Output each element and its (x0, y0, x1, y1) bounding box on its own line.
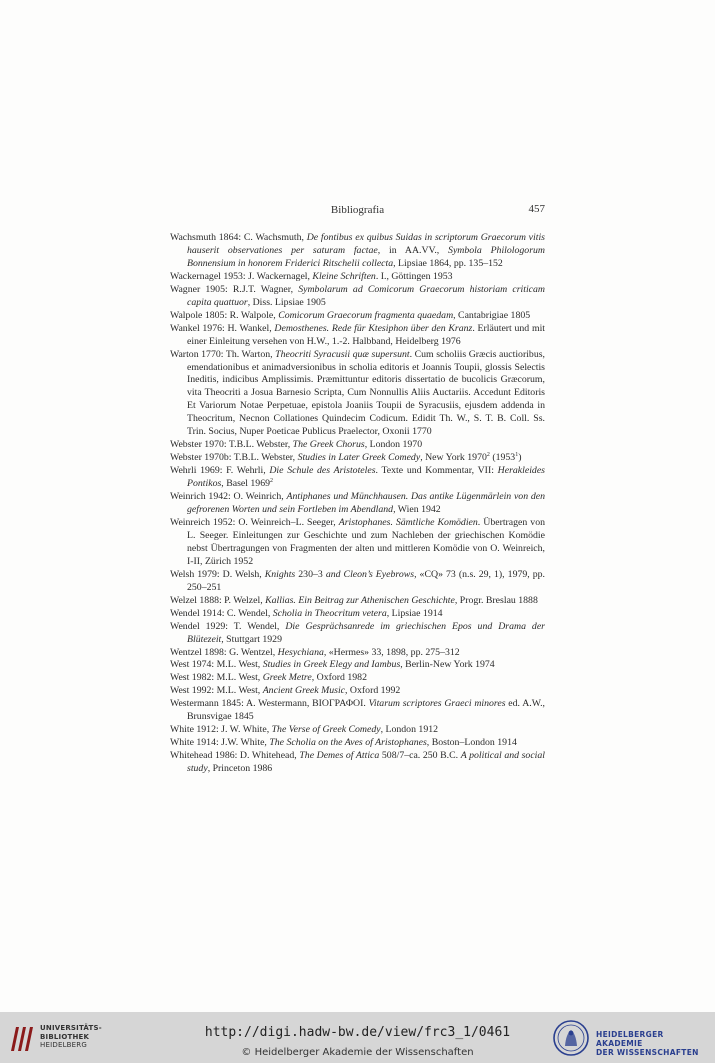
entry-title: Knights (264, 568, 296, 580)
bibliography-entry (170, 452, 545, 465)
bibliography-entry (170, 595, 545, 608)
entry-key: Webster 1970b: (170, 452, 232, 464)
academy-logo-text: HEIDELBERGER AKADEMIE DER WISSENSCHAFTEN (596, 1030, 699, 1057)
entry-text: P. Welzel, (221, 594, 266, 606)
entry-text: . I., Göttingen 1953 (375, 270, 453, 282)
entry-text: , Basel 1969 (221, 478, 271, 490)
page-number: 457 (528, 203, 545, 215)
entry-text: , Cantabrigiae 1805 (453, 309, 531, 321)
bibliography-entry (170, 737, 545, 750)
bibliography-list (170, 232, 545, 776)
academy-logo[interactable] (552, 1019, 712, 1057)
entry-title: Kallias. Ein Beitrag zur Athenischen Geschichte (265, 594, 455, 606)
copyright-notice: © Heidelberger Akademie der Wissenschaften (241, 1047, 474, 1058)
entry-text: A. Westermann, ΒΙΟΓΡΑΦΟΙ. (243, 698, 369, 710)
entry-title: Demosthenes. Rede für Ktesiphon über den Kranz (274, 322, 473, 334)
entry-title: Symbola Philologorum Bonnensium in honorem Friderici Ritschelii collecta (187, 244, 545, 269)
bibliography-entry (170, 672, 545, 685)
bibliography-entry (170, 750, 545, 776)
running-title: Bibliografia (330, 204, 385, 216)
entry-text: . Übertragen von L. Seeger. Einleitungen zur Geschichte und zum Nachleben der griechischen Komödie nebst Übertragungen von Fragmenten der alten und mittleren Komödie von O. Weinreich, I-II, Zürich 1952 (187, 516, 545, 567)
entry-title: and Cleon’s Eyebrows (325, 568, 415, 580)
entry-key: Wendel 1929: (170, 620, 228, 632)
entry-key: West 1992: (170, 685, 215, 697)
entry-text: , Princeton 1986 (207, 763, 273, 775)
bibliography-entry (170, 232, 545, 271)
entry-title: Hesychiana (277, 646, 324, 658)
viewer-footer (0, 1012, 715, 1063)
entry-title: Antiphanes und Münchhausen. Das antike Lügenmärlein von den gefrorenen Worten und sein Fortleben im Abendland (187, 491, 545, 516)
bibliography-entry (170, 310, 545, 323)
entry-text: ed. A.W., Brunsvigae 1845 (187, 698, 545, 723)
page-url[interactable]: http://digi.hadw-bw.de/view/frc3_1/0461 (204, 1025, 511, 1040)
entry-text: . Erläutert und mit einer Einleitung versehen von H.W., 1.-2. Halbband, Heidelberg 1976 (187, 322, 546, 347)
entry-key: Weinreich 1952: (170, 516, 236, 528)
entry-text: M.L. West, (214, 672, 263, 684)
entry-text: , Oxford 1982 (311, 672, 367, 684)
entry-text: O. Weinrich, (230, 491, 287, 503)
entry-superscript: 1 (515, 452, 519, 459)
bibliography-entry (170, 491, 545, 517)
entry-title: Symbolarum ad Comicorum Graecorum historiam criticam capita quattuor (187, 283, 545, 308)
entry-title: The Demes of Attica (299, 750, 380, 762)
entry-superscript: 2 (486, 452, 490, 459)
entry-text: 230–3 (295, 568, 326, 580)
entry-text: , Progr. Breslau 1888 (454, 594, 538, 606)
entry-key: Weinrich 1942: (170, 491, 231, 503)
bibliography-entry (170, 569, 545, 595)
entry-text: (1953 (489, 452, 516, 464)
entry-key: White 1914: (170, 737, 219, 749)
entry-text: . Texte und Kommentar, VII: (375, 465, 498, 477)
entry-text: , in AA.VV., (377, 244, 449, 256)
entry-text: , Boston–London 1914 (426, 737, 517, 749)
academy-seal-icon (552, 1019, 590, 1057)
entry-text: R.J.T. Wagner, (227, 283, 299, 295)
entry-title: Die Gesprächsanrede im griechischen Epos und Drama der Blütezeit (187, 620, 545, 645)
entry-text: T.B.L. Webster, (226, 439, 293, 451)
entry-key: Wendel 1914: (170, 607, 225, 619)
entry-text: , Berlin-New York 1974 (400, 659, 495, 671)
entry-key: Westermann 1845: (170, 698, 244, 710)
entry-title: Aristophanes. Sämtliche Komödien (338, 516, 478, 528)
entry-text: , «CQ» 73 (n.s. 29, 1), 1979, pp. 250–251 (187, 568, 545, 593)
entry-text: , Oxford 1992 (345, 685, 401, 697)
entry-title: Kleine Schriften (312, 270, 376, 282)
entry-text: , Lipsiae 1914 (386, 607, 443, 619)
entry-key: West 1974: (170, 659, 215, 671)
entry-text: 508/7–ca. 250 B.C. (379, 750, 461, 762)
entry-title: Scholia in Theocritum vetera (272, 607, 387, 619)
bibliography-entry (170, 724, 545, 737)
entry-key: Wachsmuth 1864: (170, 232, 242, 243)
entry-title: De fontibus ex quibus Suidas in scriptorum Graecorum vitis hauserit observationes per saturam factae (187, 232, 545, 256)
entry-key: Wagner 1905: (170, 283, 228, 295)
entry-text: D. Whitehead, (237, 750, 300, 762)
entry-text: , Diss. Lipsiae 1905 (247, 296, 326, 308)
bibliography-entry (170, 323, 545, 349)
entry-text: R. Walpole, (227, 309, 279, 321)
entry-title: The Verse of Greek Comedy (271, 724, 381, 736)
entry-text: C. Wachsmuth, (241, 232, 307, 243)
entry-key: Wentzel 1898: (170, 646, 227, 658)
entry-key: Wankel 1976: (170, 322, 225, 334)
entry-text: F. Wehrli, (222, 465, 270, 477)
bibliography-entry (170, 465, 545, 491)
entry-text: , New York 1970 (420, 452, 487, 464)
entry-superscript: 2 (270, 478, 274, 485)
entry-title: Herakleides Pontikos (187, 465, 545, 490)
entry-key: Webster 1970: (170, 439, 227, 451)
entry-title: Greek Metre (262, 672, 312, 684)
bibliography-entry (170, 517, 545, 569)
bibliography-entry (170, 685, 545, 698)
bibliography-entry (170, 659, 545, 672)
entry-text: M.L. West, (214, 659, 263, 671)
entry-text: ) (518, 452, 522, 464)
bibliography-entry (170, 608, 545, 621)
entry-text: T. Wendel, (227, 620, 286, 632)
bibliography-entry (170, 284, 545, 310)
entry-text: M.L. West, (214, 685, 263, 697)
entry-title: A political and social study (187, 750, 546, 775)
entry-title: Comicorum Graecorum fragmenta quaedam (278, 309, 454, 321)
bibliography-entry (170, 349, 545, 440)
entry-text: J. Wackernagel, (245, 270, 313, 282)
entry-text: , Stuttgart 1929 (221, 633, 282, 645)
entry-text: , London 1912 (380, 724, 439, 736)
entry-title: Theocriti Syracusii quæ supersunt (275, 348, 410, 360)
entry-key: Wehrli 1969: (170, 465, 223, 477)
entry-title: Die Schule des Aristoteles (269, 465, 376, 477)
entry-text: C. Wendel, (224, 607, 273, 619)
entry-text: G. Wentzel, (226, 646, 278, 658)
entry-key: Whitehead 1986: (170, 750, 238, 762)
entry-key: Walpole 1805: (170, 309, 228, 321)
entry-text: . Cum scholiis Græcis auctioribus, emendationibus et animadversionibus in scholia editoris et Joannis Toupii, glossis Selectis Ineditis, indicibus Amplissimis. Præmittuntur editoris dissertatio de bucolicis Græcorum, vita Theocriti a Josua Barnesio Scripta, Cum Nonnullis Aliis Auctariis. Accedunt Editoris Et Variorum Notae Perpetuae, epistola Joaniis Toupii de Syracusiis, ejusdem addenda in Theocritum, Necnon Collationes Quindecim Codicum. Edidit Th. W., S. T. B. Coll. Ss. Trin. Socius, Nuper Poeticae Publicus Praelector, Oxonii 1770 (187, 348, 545, 438)
entry-title: The Scholia on the Aves of Aristophanes (269, 737, 427, 749)
library-logo-text: UNIVERSITÄTS- BIBLIOTHEK HEIDELBERG (40, 1024, 102, 1049)
entry-key: Wackernagel 1953: (170, 270, 246, 282)
entry-text: Th. Warton, (223, 348, 276, 360)
entry-text: J. W. White, (218, 724, 272, 736)
entry-title: Ancient Greek Music (262, 685, 346, 697)
entry-key: Welsh 1979: (170, 568, 220, 580)
entry-title: Studies in Later Greek Comedy (297, 452, 421, 464)
entry-text: D. Welsh, (219, 568, 265, 580)
entry-title: The Greek Chorus (292, 439, 365, 451)
entry-key: Welzel 1888: (170, 594, 222, 606)
bibliography-entry (170, 439, 545, 452)
entry-text: J.W. White, (218, 737, 270, 749)
entry-text: , London 1970 (364, 439, 423, 451)
bibliography-entry (170, 271, 545, 284)
bibliography-entry (170, 698, 545, 724)
entry-key: White 1912: (170, 724, 219, 736)
entry-title: Vitarum scriptores Graeci minores (368, 698, 506, 710)
entry-text: , Wien 1942 (393, 504, 441, 516)
entry-key: Warton 1770: (170, 348, 224, 360)
bibliography-entry (170, 647, 545, 660)
entry-title: Studies in Greek Elegy and Iambus (262, 659, 401, 671)
entry-text: , «Hermes» 33, 1898, pp. 275–312 (323, 646, 460, 658)
entry-text: O. Weinreich–L. Seeger, (235, 516, 339, 528)
bibliography-entry (170, 621, 545, 647)
entry-text: T.B.L. Webster, (231, 452, 298, 464)
entry-text: , Lipsiae 1864, pp. 135–152 (393, 257, 503, 269)
entry-text: H. Wankel, (224, 322, 275, 334)
entry-key: West 1982: (170, 672, 215, 684)
